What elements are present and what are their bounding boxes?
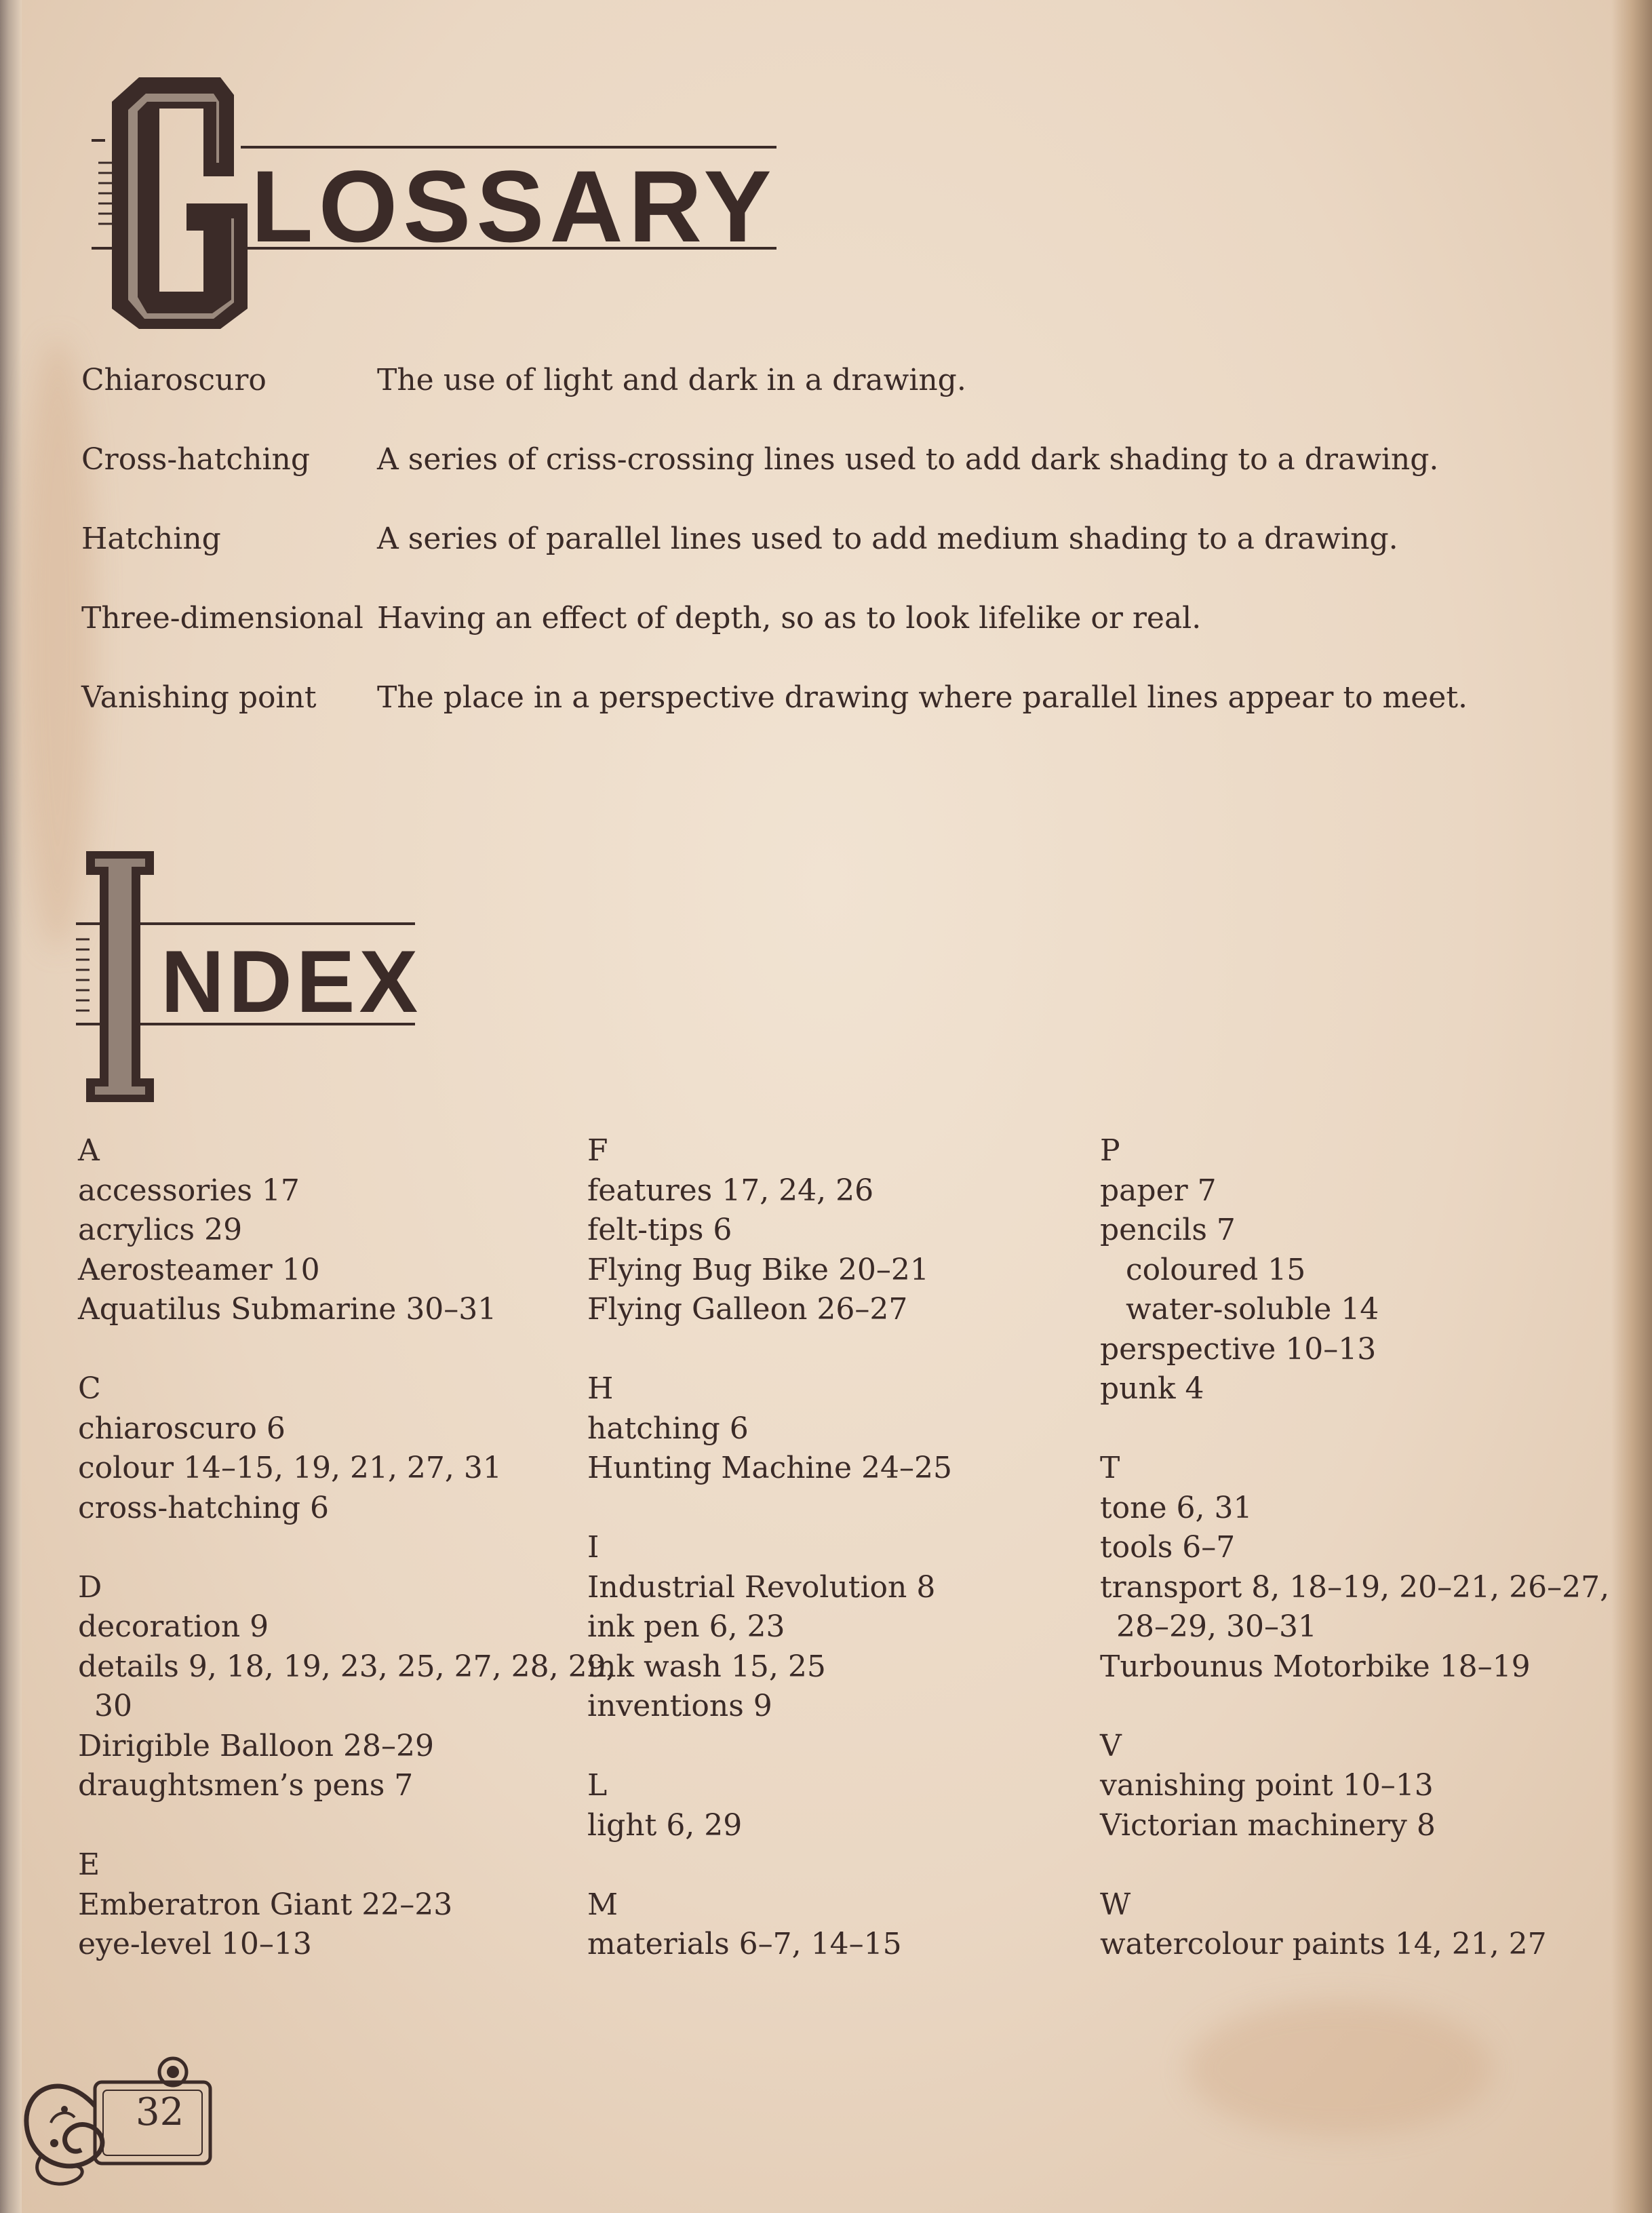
index-letter: A: [78, 1133, 100, 1168]
glossary-entry: [81, 439, 1438, 480]
index-spacer: [78, 1330, 616, 1370]
index-spacer: [1100, 1409, 1609, 1449]
index-heading-text: NDEX: [161, 932, 422, 1031]
index-letter: L: [587, 1768, 608, 1803]
index-heading: [76, 848, 429, 1112]
glossary-definition: Having an effect of depth, so as to look lifelike or real.: [377, 601, 1202, 635]
index-column-2: [587, 1131, 952, 1965]
glossary-heading-text: LOSSARY: [251, 149, 777, 263]
index-entry: tools 6–7: [1100, 1530, 1236, 1565]
index-entry: transport 8, 18–19, 20–21, 26–27,: [1100, 1569, 1610, 1605]
index-entry: Hunting Machine 24–25: [587, 1451, 952, 1485]
index-entry: punk 4: [1100, 1371, 1204, 1406]
index-entry: Aerosteamer 10: [78, 1252, 320, 1287]
index-letter: P: [1100, 1133, 1120, 1168]
glossary-definition: A series of criss-crossing lines used to add dark shading to a drawing.: [377, 442, 1439, 477]
index-spacer: [78, 1806, 616, 1846]
glossary-term: Cross-hatching: [81, 442, 311, 477]
index-entry-continued: 28–29, 30–31: [1116, 1609, 1317, 1644]
index-entry: decoration 9: [78, 1609, 269, 1644]
index-entry: Industrial Revolution 8: [587, 1569, 936, 1605]
index-letter: I: [587, 1530, 599, 1565]
page-left-edge: [0, 0, 22, 2213]
index-entry: eye-level 10–13: [78, 1927, 312, 1961]
index-entry: chiaroscuro 6: [78, 1411, 286, 1446]
index-entry: light 6, 29: [587, 1807, 743, 1843]
index-subentry: water-soluble 14: [1126, 1292, 1379, 1327]
glossary-term: Chiaroscuro: [81, 363, 267, 397]
glossary-entry: [81, 598, 1438, 639]
glossary-term: Three-dimensional: [81, 601, 363, 635]
index-entry: cross-hatching 6: [78, 1490, 329, 1525]
index-spacer: [1100, 1845, 1609, 1885]
glossary-entry: [81, 678, 1468, 718]
index-entry: felt-tips 6: [587, 1213, 732, 1247]
glossary-term: Vanishing point: [81, 680, 317, 715]
index-entry: Emberatron Giant 22–23: [78, 1887, 453, 1922]
index-letter: C: [78, 1371, 101, 1406]
index-spacer: [78, 1528, 616, 1568]
index-entry: Flying Galleon 26–27: [587, 1292, 908, 1327]
index-entry: paper 7: [1100, 1173, 1217, 1208]
index-letter: T: [1100, 1451, 1120, 1485]
glossary-entry: [81, 519, 1438, 560]
glossary-definition: The use of light and dark in a drawing.: [377, 363, 966, 397]
glossary-definition: A series of parallel lines used to add medium shading to a drawing.: [377, 522, 1398, 556]
index-entry: Turbounus Motorbike 18–19: [1100, 1649, 1531, 1684]
page-right-edge: [1611, 0, 1652, 2213]
index-letter: E: [78, 1847, 100, 1882]
index-spacer: [587, 1330, 952, 1370]
index-entry: acrylics 29: [78, 1213, 243, 1247]
index-entry: watercolour paints 14, 21, 27: [1100, 1927, 1547, 1961]
glossary-entry: [81, 360, 1438, 401]
index-column-1: [78, 1131, 616, 1965]
index-entry: hatching 6: [587, 1411, 749, 1446]
index-spacer: [1100, 1687, 1609, 1727]
index-entry: Flying Bug Bike 20–21: [587, 1252, 929, 1287]
index-entry: inventions 9: [587, 1689, 772, 1723]
index-entry: pencils 7: [1100, 1213, 1236, 1247]
index-entry: details 9, 18, 19, 23, 25, 27, 28, 29,: [78, 1649, 616, 1684]
index-letter: F: [587, 1133, 608, 1168]
glossary-heading: [85, 75, 777, 332]
index-entry: perspective 10–13: [1100, 1331, 1377, 1367]
index-subentry: coloured 15: [1126, 1252, 1306, 1287]
paper-stain: [1187, 2001, 1492, 2136]
page-number: 32: [136, 2090, 184, 2134]
index-entry: accessories 17: [78, 1173, 300, 1208]
index-entry: ink pen 6, 23: [587, 1609, 785, 1644]
glossary-definition: The place in a perspective drawing where parallel lines appear to meet.: [377, 680, 1468, 715]
index-entry: tone 6, 31: [1100, 1490, 1253, 1525]
index-spacer: [587, 1489, 952, 1529]
index-entry: Victorian machinery 8: [1100, 1807, 1436, 1843]
index-entry: Dirigible Balloon 28–29: [78, 1728, 434, 1763]
index-letter: V: [1100, 1728, 1122, 1763]
glossary-term: Hatching: [81, 522, 221, 556]
index-entry: materials 6–7, 14–15: [587, 1927, 902, 1961]
index-entry-continued: 30: [94, 1689, 132, 1723]
index-entry: colour 14–15, 19, 21, 27, 31: [78, 1451, 502, 1485]
index-spacer: [587, 1845, 952, 1885]
index-spacer: [587, 1727, 952, 1767]
index-entry: draughtsmen’s pens 7: [78, 1768, 414, 1803]
index-letter: W: [1100, 1887, 1131, 1922]
index-letter: M: [587, 1887, 618, 1922]
index-entry: vanishing point 10–13: [1100, 1768, 1434, 1803]
index-column-3: [1100, 1131, 1609, 1965]
index-entry: features 17, 24, 26: [587, 1173, 874, 1208]
index-letter: D: [78, 1569, 102, 1605]
index-letter: H: [587, 1371, 614, 1406]
scroll-flourish-icon: [14, 2041, 217, 2197]
index-entry: Aquatilus Submarine 30–31: [78, 1292, 497, 1327]
index-entry: ink wash 15, 25: [587, 1649, 826, 1684]
